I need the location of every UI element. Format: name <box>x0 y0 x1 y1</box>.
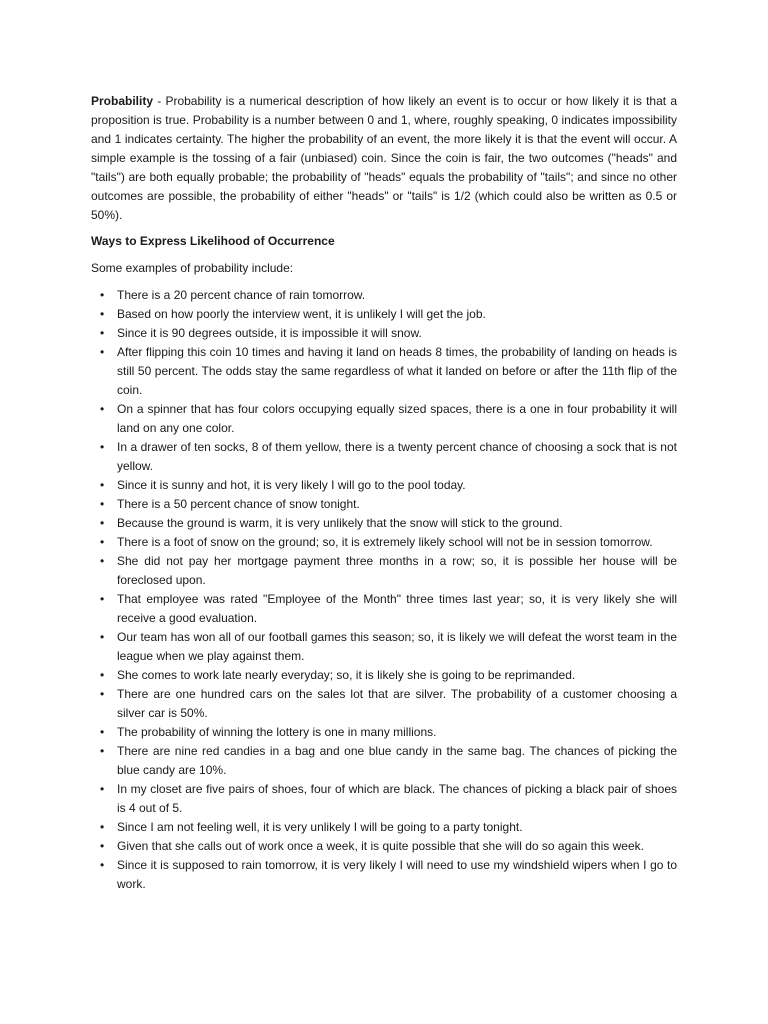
list-item <box>91 780 677 818</box>
list-item-text: There are nine red candies in a bag and one blue candy in the same bag. The chances of picking the blue candy are 10%. <box>117 744 677 777</box>
list-item-text: In my closet are five pairs of shoes, four of which are black. The chances of picking a black pair of shoes is 4 out of 5. <box>117 782 677 815</box>
list-item <box>91 533 677 552</box>
list-item-text: There are one hundred cars on the sales lot that are silver. The probability of a customer choosing a silver car is 50%. <box>117 687 677 720</box>
bullet-icon: • <box>100 782 105 796</box>
examples-list <box>91 286 677 894</box>
intro-paragraph <box>91 92 677 225</box>
list-item-text: Because the ground is warm, it is very unlikely that the snow will stick to the ground. <box>117 516 563 530</box>
bullet-icon: • <box>100 839 105 853</box>
list-item <box>91 343 677 400</box>
list-item-text: That employee was rated "Employee of the Month" three times last year; so, it is very likely she will receive a good evaluation. <box>117 592 677 625</box>
list-item-text: She comes to work late nearly everyday; so, it is likely she is going to be reprimanded. <box>117 668 576 682</box>
bullet-icon: • <box>100 326 105 340</box>
list-item <box>91 400 677 438</box>
list-item <box>91 837 677 856</box>
bullet-icon: • <box>100 402 105 416</box>
section-lead: Some examples of probability include: <box>91 261 294 275</box>
bullet-icon: • <box>100 535 105 549</box>
list-item <box>91 685 677 723</box>
list-item <box>91 552 677 590</box>
bullet-icon: • <box>100 516 105 530</box>
list-item <box>91 628 677 666</box>
list-item <box>91 514 677 533</box>
bullet-icon: • <box>100 858 105 872</box>
list-item-text: Since I am not feeling well, it is very unlikely I will be going to a party tonight. <box>117 820 523 834</box>
bullet-icon: • <box>100 725 105 739</box>
list-item-text: The probability of winning the lottery is one in many millions. <box>117 725 437 739</box>
bullet-icon: • <box>100 440 105 454</box>
bullet-icon: • <box>100 820 105 834</box>
list-item-text: There is a foot of snow on the ground; so, it is extremely likely school will not be in session tomorrow. <box>117 535 653 549</box>
bullet-icon: • <box>100 687 105 701</box>
list-item <box>91 495 677 514</box>
bullet-icon: • <box>100 288 105 302</box>
list-item <box>91 723 677 742</box>
bullet-icon: • <box>100 554 105 568</box>
document-page <box>91 92 677 894</box>
intro-term: Probability <box>91 94 154 108</box>
list-item-text: Given that she calls out of work once a week, it is quite possible that she will do so again this week. <box>117 839 644 853</box>
list-item <box>91 476 677 495</box>
bullet-icon: • <box>100 345 105 359</box>
bullet-icon: • <box>100 307 105 321</box>
bullet-icon: • <box>100 497 105 511</box>
list-item <box>91 438 677 476</box>
list-item-text: Our team has won all of our football games this season; so, it is likely we will defeat the worst team in the league when we play against them. <box>117 630 677 663</box>
bullet-icon: • <box>100 668 105 682</box>
list-item <box>91 305 677 324</box>
intro-separator: - <box>153 94 166 108</box>
list-item <box>91 818 677 837</box>
list-item <box>91 856 677 894</box>
list-item-text: Since it is 90 degrees outside, it is impossible it will snow. <box>117 326 422 340</box>
list-item <box>91 324 677 343</box>
bullet-icon: • <box>100 592 105 606</box>
bullet-icon: • <box>100 630 105 644</box>
list-item-text: She did not pay her mortgage payment three months in a row; so, it is possible her house will be foreclosed upon. <box>117 554 677 587</box>
list-item-text: After flipping this coin 10 times and having it land on heads 8 times, the probability of landing on heads is still 50 percent. The odds stay the same regardless of what it landed on before or after the 11th flip of the coin. <box>117 345 677 397</box>
list-item-text: Since it is supposed to rain tomorrow, it is very likely I will need to use my windshield wipers when I go to work. <box>117 858 677 891</box>
list-item-text: There is a 20 percent chance of rain tomorrow. <box>117 288 366 302</box>
list-item-text: In a drawer of ten socks, 8 of them yellow, there is a twenty percent chance of choosing a sock that is not yellow. <box>117 440 677 473</box>
list-item-text: Since it is sunny and hot, it is very likely I will go to the pool today. <box>117 478 466 492</box>
list-item <box>91 666 677 685</box>
list-item-text: Based on how poorly the interview went, it is unlikely I will get the job. <box>117 307 486 321</box>
list-item-text: There is a 50 percent chance of snow tonight. <box>117 497 360 511</box>
bullet-icon: • <box>100 478 105 492</box>
intro-text: Probability is a numerical description of how likely an event is to occur or how likely it is that a proposition is true. Probability is a number between 0 and 1, where, roughly speaking, 0 indicates impossibility and 1 indicates certainty. The higher the probability of an event, the more likely it is that the event will occur. A simple example is the tossing of a fair (unbiased) coin. Since the coin is fair, the two outcomes ("heads" and "tails") are both equally probable; the probability of "heads" equals the probability of "tails"; and since no other outcomes are possible, the probability of either "heads" or "tails" is 1/2 (which could also be written as 0.5 or 50%). <box>91 94 677 222</box>
list-item <box>91 742 677 780</box>
list-item <box>91 590 677 628</box>
bullet-icon: • <box>100 744 105 758</box>
section-heading: Ways to Express Likelihood of Occurrence <box>91 234 335 248</box>
list-item <box>91 286 677 305</box>
list-item-text: On a spinner that has four colors occupying equally sized spaces, there is a one in four probability it will land on any one color. <box>117 402 677 435</box>
